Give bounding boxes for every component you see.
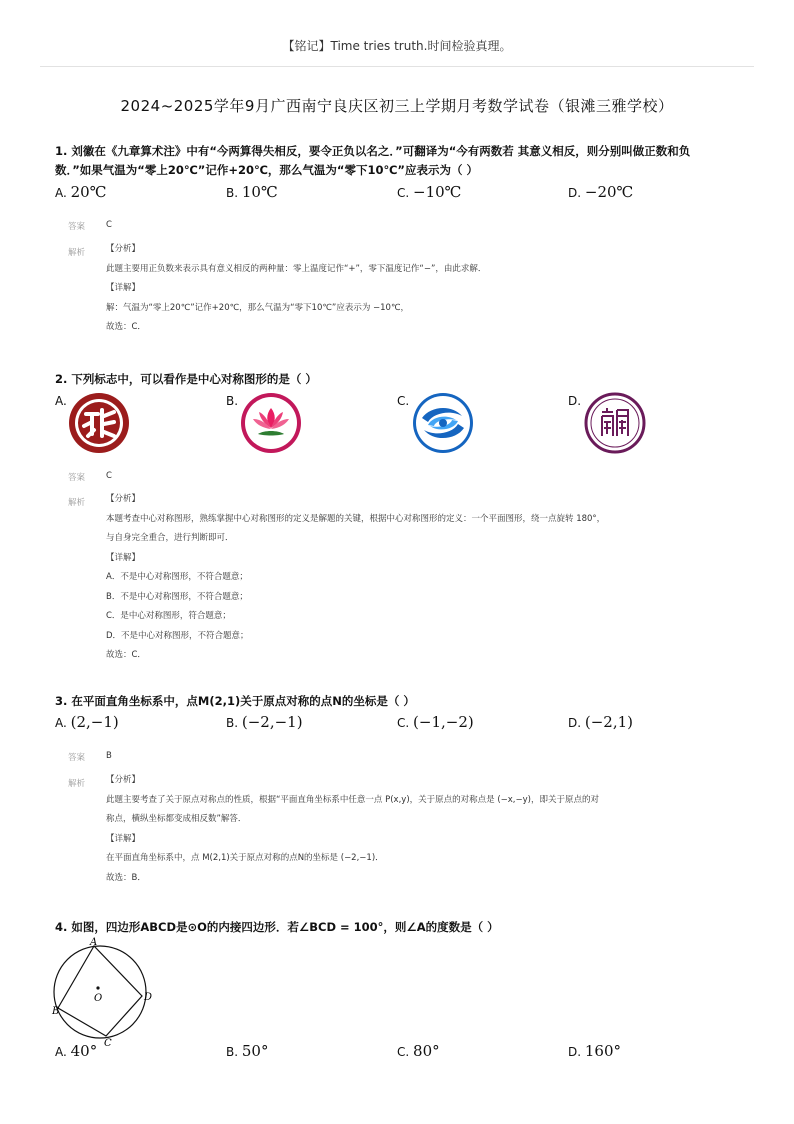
analysis-line: 解：气温为“零上20℃”记作+20℃，那么气温为“零下10℃”应表示为 −10℃， — [106, 302, 410, 313]
vertex-label-d: D — [144, 992, 153, 1003]
inscribed-quadrilateral-figure — [50, 934, 160, 1046]
analysis-line: 此题主要用正负数来表示具有意义相反的两种量：零上温度记作“+”，零下温度记作“−”，由此求解． — [106, 263, 487, 274]
option-letter: D. — [568, 1045, 582, 1059]
option-value: 50° — [241, 1042, 269, 1060]
question-4-option-b[interactable] — [226, 1042, 268, 1060]
analysis-label: 解析 — [68, 498, 86, 508]
analysis-line: 在平面直角坐标系中，点 M(2,1)关于原点对称的点N的坐标是 (−2,−1)． — [106, 853, 384, 863]
answer-label: 答案 — [68, 222, 86, 232]
question-2-option-a-letter: A. — [55, 394, 67, 408]
option-value: 10℃ — [241, 183, 278, 201]
option-letter: B. — [226, 186, 239, 200]
center-label-o: O — [94, 993, 103, 1004]
question-2-option-b-letter: B. — [226, 394, 239, 408]
option-letter: B. — [226, 1045, 239, 1059]
option-letter: B. — [226, 716, 239, 730]
question-4-option-d[interactable] — [568, 1042, 621, 1060]
university-seal-icon[interactable] — [68, 392, 130, 454]
option-letter: C. — [397, 186, 410, 200]
page-motto: 【铭记】Time tries truth.时间检验真理。 — [282, 39, 512, 53]
option-letter: C. — [397, 716, 410, 730]
option-letter: C. — [397, 1045, 410, 1059]
analysis-line: 【详解】 — [106, 283, 141, 293]
analysis-line: 【分析】 — [106, 775, 141, 785]
vertex-label-a: A — [90, 937, 98, 948]
question-4-option-a[interactable] — [55, 1042, 97, 1060]
analysis-label: 解析 — [68, 779, 86, 789]
option-letter: A. — [55, 1045, 67, 1059]
lotus-logo-icon[interactable] — [240, 392, 302, 454]
analysis-label: 解析 — [68, 248, 86, 258]
nankai-seal-icon[interactable] — [584, 392, 646, 454]
analysis-line: B．不是中心对称图形，不符合题意； — [106, 591, 248, 602]
question-2-answer: C — [106, 471, 112, 481]
option-value: 80° — [413, 1042, 440, 1060]
analysis-line: 与自身完全重合，进行判断即可． — [106, 533, 234, 543]
question-2-stem: 2. 下列标志中，可以看作是中心对称图形的是（ ） — [55, 372, 317, 386]
question-4-option-c[interactable] — [397, 1042, 440, 1060]
question-1-option-a[interactable] — [55, 183, 107, 201]
answer-label: 答案 — [68, 473, 86, 483]
question-1-option-d[interactable] — [568, 183, 633, 201]
option-value: 40° — [70, 1042, 98, 1060]
header-divider — [40, 66, 754, 67]
question-3-option-c[interactable] — [397, 713, 474, 731]
option-value: 20℃ — [70, 183, 107, 201]
analysis-line: D．不是中心对称图形，不符合题意； — [106, 630, 249, 641]
question-3-analysis — [106, 771, 756, 888]
analysis-line: 故选：C． — [106, 322, 146, 332]
analysis-line: C．是中心对称图形，符合题意； — [106, 611, 231, 621]
option-value: (2,−1) — [70, 713, 119, 731]
analysis-line: 【详解】 — [106, 552, 141, 563]
question-3-option-d[interactable] — [568, 713, 633, 731]
question-1-analysis — [106, 240, 756, 338]
analysis-line: 【分析】 — [106, 244, 141, 254]
question-2-option-c-letter: C. — [397, 394, 410, 408]
question-1-answer: C — [106, 220, 112, 230]
option-value: −20℃ — [584, 183, 634, 201]
option-value: (−2,1) — [584, 713, 634, 731]
option-value: 160° — [584, 1042, 622, 1060]
question-3-stem: 3. 在平面直角坐标系中，点M(2,1)关于原点对称的点N的坐标是（ ） — [55, 694, 415, 708]
option-value: −10℃ — [413, 183, 462, 201]
question-1-stem-line-2: 数．”如果气温为“零上20℃”记作+20℃，那么气温为“零下10℃”应表示为（ ） — [55, 163, 478, 177]
question-3-option-a[interactable] — [55, 713, 119, 731]
question-2-option-d-letter: D. — [568, 394, 582, 408]
exam-title: 2024~2025学年9月广西南宁良庆区初三上学期月考数学试卷（银滩三雅学校） — [120, 97, 674, 115]
question-2-analysis — [106, 490, 756, 666]
question-1-option-c[interactable] — [397, 183, 461, 201]
question-3-option-b[interactable] — [226, 713, 303, 731]
question-3-answer: B — [106, 751, 112, 761]
option-letter: A. — [55, 716, 67, 730]
analysis-line: 称点，横纵坐标都变成相反数”解答． — [106, 814, 247, 824]
question-4-stem: 4. 如图，四边形ABCD是⊙O的内接四边形．若∠BCD = 100°，则∠A的度数是（ ） — [55, 920, 499, 934]
vertex-label-c: C — [104, 1038, 112, 1046]
option-letter: D. — [568, 186, 582, 200]
analysis-line: 【分析】 — [106, 494, 141, 504]
analysis-line: 本题考查中心对称图形，熟练掌握中心对称图形的定义是解题的关键，根据中心对称图形的定义：一个平面图形，绕一点旋转 180°， — [106, 513, 606, 524]
vertex-label-b: B — [52, 1006, 60, 1017]
answer-label: 答案 — [68, 753, 86, 763]
spiral-logo-icon[interactable] — [412, 392, 474, 454]
question-1-stem-line-1: 1. 刘徽在《九章算术注》中有“今两算得失相反，要令正负以名之．”可翻译为“今有两数若 其意义相反，则分别叫做正数和负 — [55, 144, 691, 158]
option-value: (−1,−2) — [413, 713, 474, 731]
option-value: (−2,−1) — [241, 713, 303, 731]
option-letter: A. — [55, 186, 67, 200]
question-1-option-b[interactable] — [226, 183, 278, 201]
option-letter: D. — [568, 716, 582, 730]
analysis-line: 此题主要考查了关于原点对称点的性质，根据“平面直角坐标系中任意一点 P(x,y)，关于原点的对称点是 (−x,−y)，即关于原点的对 — [106, 794, 599, 805]
analysis-line: A．不是中心对称图形，不符合题意； — [106, 572, 248, 582]
analysis-line: 故选：B． — [106, 872, 146, 883]
analysis-line: 故选：C． — [106, 650, 146, 660]
analysis-line: 【详解】 — [106, 833, 141, 844]
